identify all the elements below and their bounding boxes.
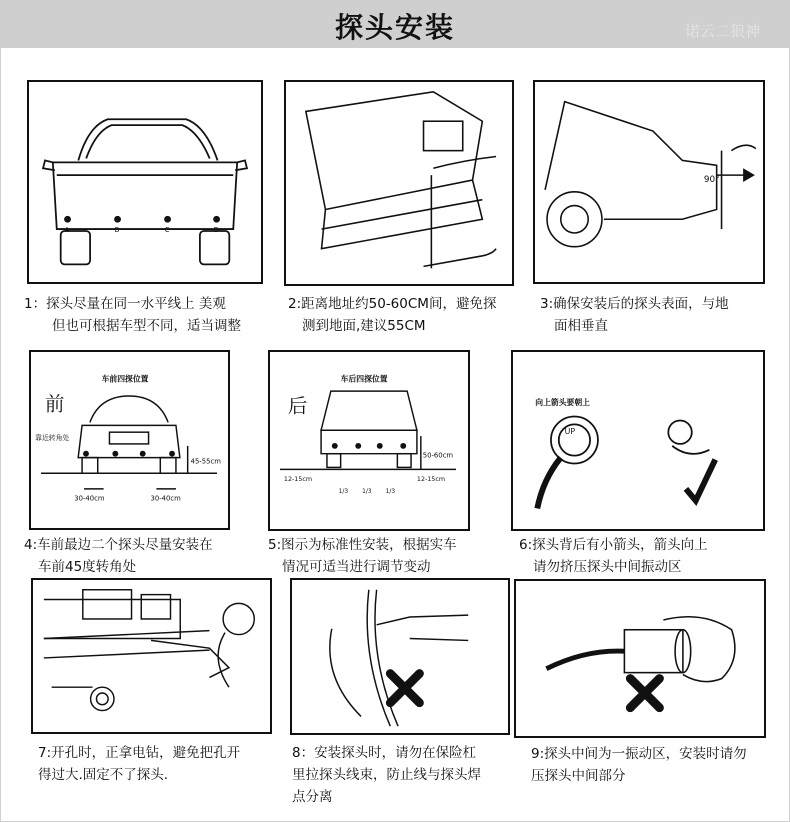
step-6-line-1: 6:探头背后有小箭头，箭头向上 xyxy=(519,537,708,553)
rear-char: 后 xyxy=(287,394,308,418)
up-marker: UP xyxy=(564,427,576,437)
step-1-illustration xyxy=(27,80,263,284)
step-7-caption xyxy=(38,742,240,786)
step-1-caption xyxy=(24,293,241,337)
sensor-label-b: B xyxy=(114,226,120,234)
drilling-figure xyxy=(33,580,270,732)
rear-sensors-figure xyxy=(270,352,468,529)
step-2-line-2: 测到地面,建议55CM xyxy=(302,318,426,334)
step-7-line-2: 得过大.固定不了探头. xyxy=(38,767,169,783)
corner-label: 靠近转角处 xyxy=(35,434,70,442)
step-2-line-1: 2:距离地址约50-60CM间，避免探 xyxy=(288,296,497,312)
rear-right-gap: 12-15cm xyxy=(416,476,446,484)
rear-title: 车后四探位置 xyxy=(340,374,388,384)
step-3-line-2: 面相垂直 xyxy=(554,318,608,334)
step-3-line-1: 3:确保安装后的探头表面，与地 xyxy=(540,296,729,312)
page-title: 探头安装 xyxy=(334,11,455,44)
step-1-line-1: 1：探头尽量在同一水平线上 美观 xyxy=(24,296,226,312)
step-8-caption xyxy=(292,742,481,808)
step-8-line-3: 点分离 xyxy=(292,789,333,805)
step-6-line-2: 请勿挤压探头中间振动区 xyxy=(533,559,682,575)
rear-third-3: 1/3 xyxy=(385,488,396,495)
rear-third-1: 1/3 xyxy=(338,488,349,495)
no-press-sensor-figure xyxy=(516,581,764,736)
step-4-illustration xyxy=(29,350,230,530)
sensor-label-d: D xyxy=(213,226,219,234)
step-5-illustration xyxy=(268,350,470,531)
step-9-line-1: 9:探头中间为一振动区，安装时请勿 xyxy=(531,746,747,762)
step-7-line-1: 7:开孔时，正拿电钻，避免把孔开 xyxy=(38,745,241,761)
step-7-illustration xyxy=(31,578,272,734)
title-bar xyxy=(0,0,790,48)
step-6-caption xyxy=(519,534,708,578)
rear-left-gap: 12-15cm xyxy=(283,476,313,484)
height-measure-figure xyxy=(286,82,512,284)
step-9-caption xyxy=(531,743,747,787)
front-right-gap: 30-40cm xyxy=(150,494,181,503)
step-6-illustration xyxy=(511,350,765,531)
rear-third-2: 1/3 xyxy=(362,488,372,495)
step-5-line-1: 5:图示为标准性安装，根据实车 xyxy=(268,537,457,553)
step-5-caption xyxy=(268,534,457,578)
step-1-line-2: 但也可根据车型不同，适当调整 xyxy=(52,318,241,334)
sensor-label-c: C xyxy=(164,226,170,234)
angle-label: 90° xyxy=(703,175,720,185)
rear-car-figure xyxy=(29,82,261,282)
front-height-label: 45-55cm xyxy=(190,457,221,466)
front-sensors-figure xyxy=(31,352,228,528)
step-2-illustration xyxy=(284,80,514,286)
sensor-label-a: A xyxy=(64,226,70,234)
front-title: 车前四探位置 xyxy=(101,374,149,384)
perpendicular-figure xyxy=(535,82,763,282)
arrow-up-note: 向上箭头要朝上 xyxy=(535,397,591,407)
step-4-caption xyxy=(24,534,213,578)
front-left-gap: 30-40cm xyxy=(74,494,105,503)
step-5-line-2: 情况可适当进行调节变动 xyxy=(282,559,431,575)
step-2-caption xyxy=(288,293,496,337)
step-4-line-1: 4:车前最边二个探头尽量安装在 xyxy=(24,537,213,553)
step-8-illustration xyxy=(290,578,510,735)
no-pull-wire-figure xyxy=(292,580,508,733)
watermark: 诺云二狼神 xyxy=(684,22,760,40)
front-char: 前 xyxy=(44,392,65,416)
step-9-illustration xyxy=(514,579,766,738)
step-4-line-2: 车前45度转角处 xyxy=(38,559,137,575)
step-3-caption xyxy=(540,293,729,337)
step-8-line-1: 8：安装探头时，请勿在保险杠 xyxy=(292,745,477,761)
step-8-line-2: 里拉探头线束，防止线与探头焊 xyxy=(292,767,481,783)
step-9-line-2: 压探头中间部分 xyxy=(531,768,626,784)
arrow-up-figure xyxy=(513,352,763,529)
rear-height-label: 50-60cm xyxy=(422,451,454,460)
step-3-illustration xyxy=(533,80,765,284)
